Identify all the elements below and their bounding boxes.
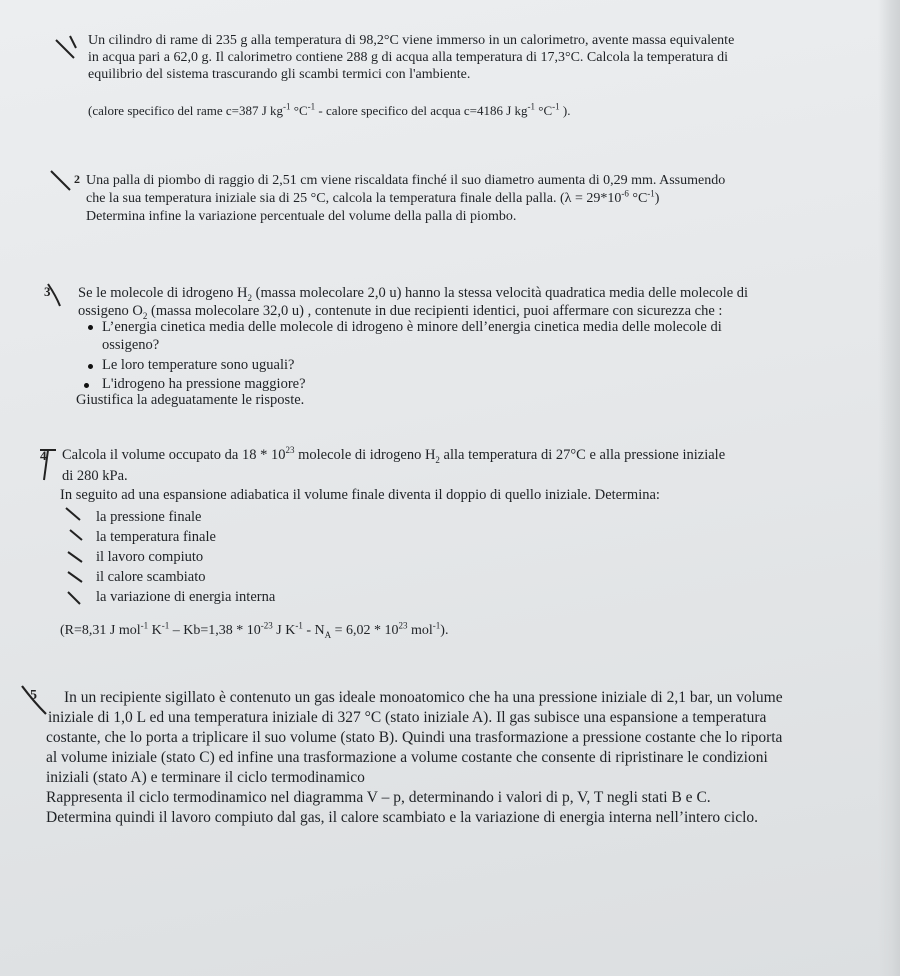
ex3-line1a: Se le molecole di idrogeno H [78,285,248,301]
exercise-1 [88,32,734,120]
ex3-bullet-1 [102,318,722,354]
ex3-line1 [78,284,748,302]
ex1-const-exp1: -1 [283,101,291,112]
ex3-number: 3 [44,284,51,299]
ex4-line1c: alla temperatura di 27°C e alla pressione iniziale [439,447,726,463]
ex4-item-temperatura: la temperatura finale [96,529,216,545]
ex4-line2: di 280 kPa. [62,468,128,484]
ex4-const-e3: -23 [260,620,273,631]
ex4-const-f: = 6,02 * 10 [331,623,399,638]
ex4-const-c: – Kb=1,38 * 10 [169,623,261,638]
ex4-const-d: J K [272,623,296,638]
ex4-line1 [62,446,725,464]
ex3-closing: Giustifica la adeguatamente le risposte. [76,392,305,408]
ex2-number: 2 [74,172,80,186]
ex5-line6: Rappresenta il ciclo termodinamico nel diagramma V – p, determinando i valori di p, V, T negli stati B e C. [46,789,711,806]
ex1-const-e: ). [559,103,571,118]
ex2-line2-exp1: -6 [621,188,629,199]
ex4-const-h: ). [440,623,449,638]
ex5-number: 5 [30,688,37,703]
ex4-const-e2: -1 [161,620,170,631]
ex4-const-a: (R=8,31 J mol [60,623,141,638]
ex3-line1-sub: 2 [247,292,253,303]
bullet-icon [84,383,89,388]
ex4-constants [60,622,448,640]
ex4-const-e5: 23 [398,620,408,631]
ex4-const-b: K [148,623,162,638]
ex3-line2b: (massa molecolare 32,0 u) , contenute in due recipienti identici, puoi affermare con sicurezza che : [147,303,723,319]
ex4-line3: In seguito ad una espansione adiabatica il volume finale diventa il doppio di quello iniziale. Determina: [60,487,660,503]
bullet-icon [88,364,93,369]
ex2-line2c: ) [654,191,660,206]
pen-tick-mark-4 [34,446,64,486]
exercise-2 [86,172,725,226]
ex3-line2a: ossigeno O [78,303,143,319]
ex1-line3: equilibrio del sistema trascurando gli scambi termici con l'ambiente. [88,67,471,82]
ex1-const-exp4: -1 [552,101,560,112]
ex4-line1-sub: 2 [435,454,440,465]
ex2-line1: Una palla di piombo di raggio di 2,51 cm viene riscaldata finché il suo diametro aumenta di 0,29 mm. Assumendo [86,173,726,188]
ex3-bullet-3: L'idrogeno ha pressione maggiore? [102,376,306,392]
ex3-bullet1-line1: L’energia cinetica media delle molecole di idrogeno è minore dell’energia cinetica media delle molecole di [102,319,722,335]
pen-bullet-marks [62,506,90,606]
ex3-bullet-2: Le loro temperature sono uguali? [102,357,295,373]
ex4-const-g: mol [407,623,433,638]
ex4-const-e: - N [302,623,325,638]
exercise-5 [46,688,783,828]
ex4-items-list [96,507,275,607]
pen-tick-mark-1 [52,34,88,66]
ex1-const-exp3: -1 [527,101,536,112]
ex5-line7: Determina quindi il lavoro compiuto dal gas, il calore scambiato e la variazione di energia interna nell’intero ciclo. [46,809,759,826]
ex4-item-lavoro: il lavoro compiuto [96,549,204,565]
ex2-line2b: °C [628,191,648,206]
paper-edge [878,0,900,976]
ex1-const-c: - calore specifico del acqua c=4186 J kg [315,103,528,118]
ex1-const-d: °C [535,103,553,118]
ex1-const-b: °C [290,103,308,118]
ex1-line1: Un cilindro di rame di 235 g alla temperatura di 98,2°C viene immerso in un calorimetro, avente massa equivalente [88,33,735,48]
ex5-line1: In un recipiente sigillato è contenuto un gas ideale monoatomico che ha una pressione iniziale di 2,1 bar, un volume [64,689,783,706]
ex3-bullet1-line2: ossigeno? [102,337,160,353]
ex5-line2: iniziale di 1,0 L ed una temperatura iniziale di 327 °C (stato iniziale A). Il gas subisce una espansione a temperatura [48,709,767,726]
ex1-const-a: (calore specifico del rame c=387 J kg [88,103,284,118]
exercise-3 [78,284,748,320]
ex4-item-pressione: la pressione finale [96,509,202,525]
ex4-line1a: Calcola il volume occupato da 18 * 10 [62,447,286,463]
bullet-icon [88,325,93,330]
ex3-line1b: (massa molecolare 2,0 u) hanno la stessa velocità quadratica media delle molecole di [252,285,749,301]
ex5-line3: costante, che lo porta a triplicare il suo volume (stato B). Quindi una trasformazione a pressione costante che lo riporta [46,729,783,746]
ex4-const-e4: -1 [295,620,303,631]
ex4-const-e1: -1 [140,620,149,631]
ex2-line2-exp2: -1 [647,188,655,199]
ex4-line1-exp: 23 [285,445,295,456]
ex3-line2-sub: 2 [142,310,148,321]
ex2-line2a: che la sua temperatura iniziale sia di 25 °C, calcola la temperatura finale della palla. (λ = 29*10 [86,191,622,206]
ex2-line2 [86,190,725,208]
ex4-number: 4 [40,448,47,463]
ex2-line3: Determina infine la variazione percentuale del volume della palla di piombo. [86,209,517,224]
ex5-line4: al volume iniziale (stato C) ed infine una trasformazione a volume costante che consente di ripristinare le condizioni [46,749,768,766]
ex5-line5: iniziali (stato A) e terminare il ciclo termodinamico [46,769,365,786]
ex4-line1b: molecole di idrogeno H [294,447,436,463]
ex1-line2: in acqua pari a 62,0 g. Il calorimetro contiene 288 g di acqua alla temperatura di 17,3°C. Calcola la temperatura di [88,50,729,65]
ex4-item-energia: la variazione di energia interna [96,589,276,605]
ex1-const-exp2: -1 [307,101,316,112]
ex4-item-calore: il calore scambiato [96,569,206,585]
ex4-const-e6: -1 [432,620,441,631]
ex1-constants [88,102,734,120]
exercise-4 [62,446,725,485]
ex4-const-sub: A [324,629,332,640]
